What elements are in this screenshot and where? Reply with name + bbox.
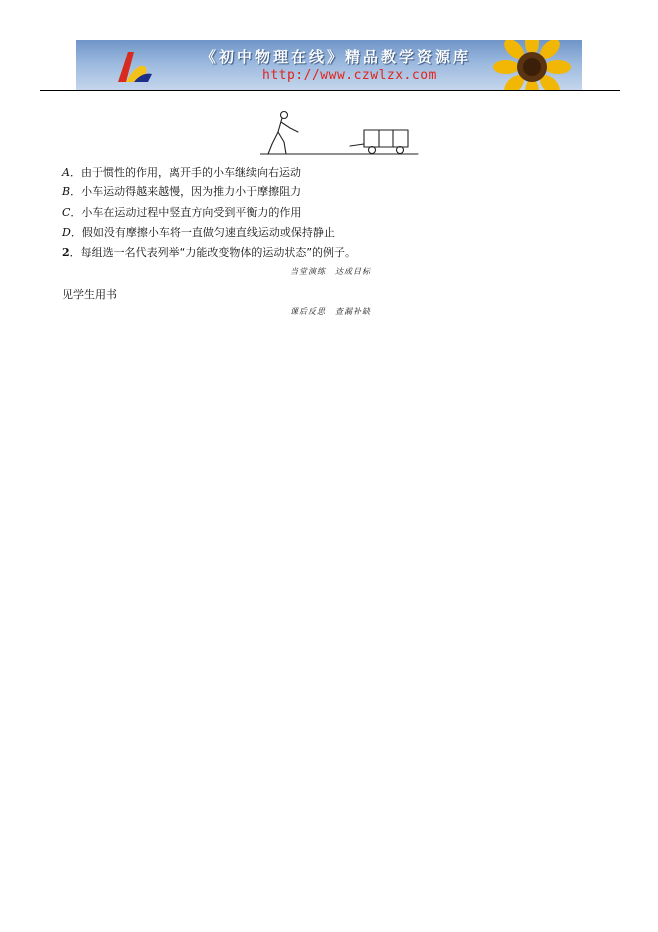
sunflower-icon xyxy=(492,40,572,90)
banner-url: http://www.czwlzx.com xyxy=(262,68,437,83)
option-d-letter: D xyxy=(62,226,71,239)
option-a-text: 由于惯性的作用，离开手的小车继续向右运动 xyxy=(80,166,301,179)
option-b-letter: B xyxy=(62,185,71,198)
student-book-note: 见学生用书 xyxy=(62,288,117,301)
section-class-practice-heading: 当堂演练 达成目标 xyxy=(290,267,371,276)
option-b-text: 小车运动得越来越慢，因为推力小于摩擦阻力 xyxy=(81,185,302,198)
option-a: A．由于惯性的作用，离开手的小车继续向右运动 xyxy=(62,166,301,179)
option-c-letter: C xyxy=(62,206,71,219)
question-2-text: 每组选一名代表列举“力能改变物体的运动状态”的例子。 xyxy=(80,246,357,259)
question-2: 2．每组选一名代表列举“力能改变物体的运动状态”的例子。 xyxy=(62,246,357,259)
section-reflection-heading: 课后反思 查漏补缺 xyxy=(290,307,371,316)
option-c: C．小车在运动过程中竖直方向受到平衡力的作用 xyxy=(62,206,302,219)
option-d: D．假如没有摩擦小车将一直做匀速直线运动或保持静止 xyxy=(62,226,335,239)
site-logo-icon xyxy=(112,46,156,84)
question-2-number: 2 xyxy=(62,246,70,259)
option-b: B．小车运动得越来越慢，因为推力小于摩擦阻力 xyxy=(62,185,302,198)
banner-title: 《初中物理在线》精品教学资源库 xyxy=(201,48,472,66)
option-d-text: 假如没有摩擦小车将一直做匀速直线运动或保持静止 xyxy=(81,226,335,239)
person-pushing-cart-illustration xyxy=(260,110,420,158)
header-banner xyxy=(76,40,582,90)
header-divider xyxy=(40,90,620,91)
option-a-letter: A xyxy=(62,166,70,179)
option-c-text: 小车在运动过程中竖直方向受到平衡力的作用 xyxy=(81,206,302,219)
